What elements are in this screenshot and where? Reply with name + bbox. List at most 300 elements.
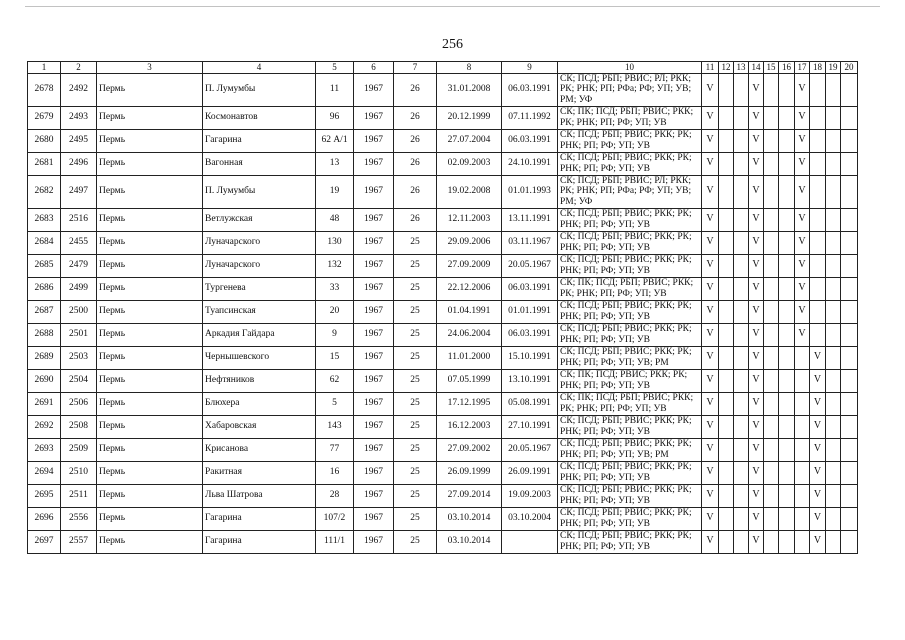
mark-col-20 [841, 392, 858, 415]
mark-col-14: V [749, 530, 764, 553]
mark-col-15 [764, 300, 779, 323]
city: Пермь [97, 484, 203, 507]
mark-col-20 [841, 277, 858, 300]
mark-col-18 [810, 323, 826, 346]
house-number: 33 [316, 277, 354, 300]
mark-col-18 [810, 175, 826, 208]
date-2: 13.10.1991 [502, 369, 558, 392]
mark-col-14: V [749, 277, 764, 300]
mark-col-15 [764, 208, 779, 231]
date-2: 07.11.1992 [502, 106, 558, 129]
mark-col-20 [841, 461, 858, 484]
mark-col-19 [826, 208, 841, 231]
house-number: 5 [316, 392, 354, 415]
mark-col-13 [734, 73, 749, 106]
mark-col-12 [719, 438, 734, 461]
mark-col-20 [841, 346, 858, 369]
house-number: 111/1 [316, 530, 354, 553]
year: 1967 [354, 175, 394, 208]
table-row [28, 300, 858, 323]
date-2: 19.09.2003 [502, 484, 558, 507]
code: 25 [394, 530, 437, 553]
table-row [28, 152, 858, 175]
street: Чернышевского [203, 346, 316, 369]
mark-col-16 [779, 106, 795, 129]
column-header-11: 11 [702, 62, 719, 74]
mark-col-17 [795, 346, 810, 369]
date-2: 03.11.1967 [502, 231, 558, 254]
mark-col-20 [841, 254, 858, 277]
object-id: 2495 [61, 129, 97, 152]
mark-col-18: V [810, 415, 826, 438]
mark-col-20 [841, 530, 858, 553]
mark-col-20 [841, 175, 858, 208]
city: Пермь [97, 175, 203, 208]
code: 26 [394, 106, 437, 129]
date-1: 03.10.2014 [437, 507, 502, 530]
column-header-20: 20 [841, 62, 858, 74]
year: 1967 [354, 392, 394, 415]
document-list: СК; ПК; ПСД; РБП; РВИС; РКК; РК; РНК; РП; РФ; УП; УВ [558, 392, 702, 415]
object-id: 2510 [61, 461, 97, 484]
mark-col-16 [779, 152, 795, 175]
mark-col-11: V [702, 175, 719, 208]
table-row [28, 438, 858, 461]
date-1: 12.11.2003 [437, 208, 502, 231]
mark-col-12 [719, 277, 734, 300]
object-id: 2516 [61, 208, 97, 231]
mark-col-11: V [702, 438, 719, 461]
mark-col-14: V [749, 300, 764, 323]
mark-col-16 [779, 323, 795, 346]
column-header-8: 8 [437, 62, 502, 74]
mark-col-19 [826, 254, 841, 277]
mark-col-11: V [702, 507, 719, 530]
mark-col-12 [719, 300, 734, 323]
mark-col-15 [764, 369, 779, 392]
mark-col-12 [719, 254, 734, 277]
mark-col-17 [795, 438, 810, 461]
house-number: 132 [316, 254, 354, 277]
object-id: 2492 [61, 73, 97, 106]
row-number: 2689 [28, 346, 61, 369]
mark-col-13 [734, 507, 749, 530]
date-1: 17.12.1995 [437, 392, 502, 415]
mark-col-18 [810, 73, 826, 106]
table-row [28, 231, 858, 254]
mark-col-20 [841, 369, 858, 392]
house-number: 28 [316, 484, 354, 507]
date-2: 27.10.1991 [502, 415, 558, 438]
table-row [28, 369, 858, 392]
document-list: СК; ПСД; РБП; РВИС; РКК; РК; РНК; РП; РФ; УП; УВ [558, 530, 702, 553]
mark-col-17: V [795, 106, 810, 129]
street: Крисанова [203, 438, 316, 461]
house-number: 16 [316, 461, 354, 484]
mark-col-19 [826, 129, 841, 152]
city: Пермь [97, 346, 203, 369]
mark-col-20 [841, 129, 858, 152]
mark-col-17 [795, 507, 810, 530]
mark-col-14: V [749, 415, 764, 438]
column-header-14: 14 [749, 62, 764, 74]
mark-col-19 [826, 530, 841, 553]
table-row [28, 208, 858, 231]
mark-col-20 [841, 484, 858, 507]
street: Луначарского [203, 254, 316, 277]
object-id: 2501 [61, 323, 97, 346]
mark-col-11: V [702, 484, 719, 507]
mark-col-12 [719, 507, 734, 530]
row-number: 2684 [28, 231, 61, 254]
street: Гагарина [203, 129, 316, 152]
mark-col-13 [734, 369, 749, 392]
row-number: 2692 [28, 415, 61, 438]
mark-col-15 [764, 254, 779, 277]
mark-col-15 [764, 231, 779, 254]
table-row [28, 461, 858, 484]
mark-col-12 [719, 73, 734, 106]
mark-col-11: V [702, 300, 719, 323]
mark-col-18: V [810, 507, 826, 530]
date-2: 15.10.1991 [502, 346, 558, 369]
year: 1967 [354, 129, 394, 152]
code: 26 [394, 208, 437, 231]
mark-col-13 [734, 254, 749, 277]
house-number: 143 [316, 415, 354, 438]
house-number: 77 [316, 438, 354, 461]
mark-col-18 [810, 106, 826, 129]
date-2: 03.10.2004 [502, 507, 558, 530]
mark-col-20 [841, 300, 858, 323]
column-header-4: 4 [203, 62, 316, 74]
house-number: 130 [316, 231, 354, 254]
mark-col-13 [734, 438, 749, 461]
mark-col-11: V [702, 129, 719, 152]
mark-col-11: V [702, 208, 719, 231]
mark-col-18: V [810, 530, 826, 553]
mark-col-12 [719, 484, 734, 507]
mark-col-17: V [795, 73, 810, 106]
mark-col-20 [841, 73, 858, 106]
column-header-19: 19 [826, 62, 841, 74]
mark-col-19 [826, 300, 841, 323]
mark-col-14: V [749, 106, 764, 129]
year: 1967 [354, 461, 394, 484]
date-1: 26.09.1999 [437, 461, 502, 484]
object-id: 2509 [61, 438, 97, 461]
street: Туапсинская [203, 300, 316, 323]
year: 1967 [354, 530, 394, 553]
row-number: 2694 [28, 461, 61, 484]
mark-col-20 [841, 208, 858, 231]
mark-col-18: V [810, 369, 826, 392]
document-list: СК; ПСД; РБП; РВИС; РЛ; РКК; РК; РНК; РП; РФа; РФ; УП; УВ; РМ; УФ [558, 73, 702, 106]
date-2: 06.03.1991 [502, 277, 558, 300]
mark-col-16 [779, 507, 795, 530]
code: 25 [394, 231, 437, 254]
mark-col-13 [734, 323, 749, 346]
mark-col-14: V [749, 346, 764, 369]
mark-col-15 [764, 392, 779, 415]
column-header-10: 10 [558, 62, 702, 74]
document-list: СК; ПСД; РБП; РВИС; РКК; РК; РНК; РП; РФ; УП; УВ [558, 300, 702, 323]
date-2: 06.03.1991 [502, 73, 558, 106]
document-list: СК; ПСД; РБП; РВИС; РКК; РК; РНК; РП; РФ; УП; УВ; РМ [558, 346, 702, 369]
mark-col-15 [764, 415, 779, 438]
mark-col-12 [719, 208, 734, 231]
object-id: 2508 [61, 415, 97, 438]
mark-col-15 [764, 438, 779, 461]
city: Пермь [97, 73, 203, 106]
mark-col-18 [810, 208, 826, 231]
row-number: 2687 [28, 300, 61, 323]
table-row [28, 277, 858, 300]
street: Блюхера [203, 392, 316, 415]
mark-col-19 [826, 346, 841, 369]
column-header-5: 5 [316, 62, 354, 74]
date-2: 26.09.1991 [502, 461, 558, 484]
house-number: 9 [316, 323, 354, 346]
mark-col-20 [841, 415, 858, 438]
mark-col-17 [795, 484, 810, 507]
document-list: СК; ПСД; РБП; РВИС; РКК; РК; РНК; РП; РФ; УП; УВ [558, 323, 702, 346]
city: Пермь [97, 254, 203, 277]
mark-col-18: V [810, 461, 826, 484]
mark-col-19 [826, 152, 841, 175]
date-2: 13.11.1991 [502, 208, 558, 231]
year: 1967 [354, 106, 394, 129]
mark-col-18: V [810, 438, 826, 461]
street: Космонавтов [203, 106, 316, 129]
object-id: 2503 [61, 346, 97, 369]
street: Нефтяников [203, 369, 316, 392]
mark-col-19 [826, 73, 841, 106]
mark-col-19 [826, 277, 841, 300]
document-list: СК; ПСД; РБП; РВИС; РКК; РК; РНК; РП; РФ; УП; УВ [558, 461, 702, 484]
mark-col-15 [764, 129, 779, 152]
mark-col-16 [779, 392, 795, 415]
column-header-15: 15 [764, 62, 779, 74]
mark-col-18: V [810, 346, 826, 369]
mark-col-16 [779, 300, 795, 323]
mark-col-13 [734, 231, 749, 254]
date-2: 20.05.1967 [502, 254, 558, 277]
date-1: 01.04.1991 [437, 300, 502, 323]
document-list: СК; ПСД; РБП; РВИС; РКК; РК; РНК; РП; РФ; УП; УВ [558, 231, 702, 254]
mark-col-20 [841, 152, 858, 175]
mark-col-18 [810, 277, 826, 300]
city: Пермь [97, 106, 203, 129]
mark-col-14: V [749, 507, 764, 530]
street: П. Лумумбы [203, 175, 316, 208]
mark-col-16 [779, 530, 795, 553]
mark-col-13 [734, 300, 749, 323]
city: Пермь [97, 438, 203, 461]
year: 1967 [354, 152, 394, 175]
year: 1967 [354, 346, 394, 369]
street: Аркадия Гайдара [203, 323, 316, 346]
document-list: СК; ПСД; РБП; РВИС; РКК; РК; РНК; РП; РФ; УП; УВ [558, 507, 702, 530]
object-id: 2556 [61, 507, 97, 530]
street: Тургенева [203, 277, 316, 300]
row-number: 2691 [28, 392, 61, 415]
table-row [28, 106, 858, 129]
mark-col-19 [826, 175, 841, 208]
code: 25 [394, 484, 437, 507]
street: Хабаровская [203, 415, 316, 438]
mark-col-13 [734, 106, 749, 129]
house-number: 19 [316, 175, 354, 208]
date-1: 31.01.2008 [437, 73, 502, 106]
mark-col-14: V [749, 129, 764, 152]
table-body [28, 73, 858, 553]
year: 1967 [354, 484, 394, 507]
column-header-2: 2 [61, 62, 97, 74]
code: 25 [394, 277, 437, 300]
column-header-12: 12 [719, 62, 734, 74]
mark-col-16 [779, 208, 795, 231]
date-2: 01.01.1993 [502, 175, 558, 208]
mark-col-11: V [702, 530, 719, 553]
code: 25 [394, 323, 437, 346]
mark-col-13 [734, 175, 749, 208]
row-number: 2685 [28, 254, 61, 277]
date-1: 02.09.2003 [437, 152, 502, 175]
date-1: 16.12.2003 [437, 415, 502, 438]
city: Пермь [97, 323, 203, 346]
date-1: 29.09.2006 [437, 231, 502, 254]
mark-col-16 [779, 175, 795, 208]
mark-col-15 [764, 106, 779, 129]
city: Пермь [97, 152, 203, 175]
mark-col-19 [826, 484, 841, 507]
mark-col-17 [795, 530, 810, 553]
date-2: 06.03.1991 [502, 323, 558, 346]
street: Вагонная [203, 152, 316, 175]
mark-col-17: V [795, 231, 810, 254]
date-2: 20.05.1967 [502, 438, 558, 461]
object-id: 2511 [61, 484, 97, 507]
year: 1967 [354, 507, 394, 530]
row-number: 2683 [28, 208, 61, 231]
object-id: 2455 [61, 231, 97, 254]
column-header-7: 7 [394, 62, 437, 74]
mark-col-11: V [702, 346, 719, 369]
object-id: 2493 [61, 106, 97, 129]
house-number: 96 [316, 106, 354, 129]
city: Пермь [97, 461, 203, 484]
mark-col-16 [779, 73, 795, 106]
mark-col-12 [719, 369, 734, 392]
object-id: 2504 [61, 369, 97, 392]
mark-col-14: V [749, 208, 764, 231]
city: Пермь [97, 369, 203, 392]
city: Пермь [97, 392, 203, 415]
mark-col-13 [734, 152, 749, 175]
code: 25 [394, 392, 437, 415]
mark-col-12 [719, 106, 734, 129]
mark-col-19 [826, 392, 841, 415]
street: Луначарского [203, 231, 316, 254]
row-number: 2697 [28, 530, 61, 553]
table-row [28, 530, 858, 553]
code: 26 [394, 175, 437, 208]
mark-col-19 [826, 106, 841, 129]
mark-col-12 [719, 461, 734, 484]
mark-col-14: V [749, 323, 764, 346]
mark-col-12 [719, 129, 734, 152]
house-number: 48 [316, 208, 354, 231]
mark-col-12 [719, 392, 734, 415]
code: 25 [394, 438, 437, 461]
page-number: 256 [442, 37, 463, 52]
street: Гагарина [203, 507, 316, 530]
street: П. Лумумбы [203, 73, 316, 106]
mark-col-14: V [749, 73, 764, 106]
mark-col-20 [841, 438, 858, 461]
mark-col-16 [779, 369, 795, 392]
date-2: 24.10.1991 [502, 152, 558, 175]
mark-col-17: V [795, 129, 810, 152]
mark-col-16 [779, 438, 795, 461]
mark-col-18 [810, 231, 826, 254]
mark-col-18 [810, 129, 826, 152]
year: 1967 [354, 73, 394, 106]
mark-col-18 [810, 254, 826, 277]
mark-col-11: V [702, 415, 719, 438]
mark-col-14: V [749, 231, 764, 254]
mark-col-14: V [749, 175, 764, 208]
mark-col-15 [764, 73, 779, 106]
table-row [28, 346, 858, 369]
street: Ракитная [203, 461, 316, 484]
row-number: 2686 [28, 277, 61, 300]
mark-col-14: V [749, 438, 764, 461]
street: Ветлужская [203, 208, 316, 231]
table-row [28, 73, 858, 106]
year: 1967 [354, 277, 394, 300]
mark-col-14: V [749, 152, 764, 175]
mark-col-15 [764, 461, 779, 484]
table-row [28, 507, 858, 530]
mark-col-17: V [795, 175, 810, 208]
street: Гагарина [203, 530, 316, 553]
table-row [28, 415, 858, 438]
mark-col-11: V [702, 461, 719, 484]
mark-col-15 [764, 323, 779, 346]
table-row [28, 129, 858, 152]
code: 25 [394, 254, 437, 277]
mark-col-18 [810, 152, 826, 175]
mark-col-14: V [749, 254, 764, 277]
date-1: 07.05.1999 [437, 369, 502, 392]
mark-col-17: V [795, 152, 810, 175]
mark-col-13 [734, 530, 749, 553]
mark-col-17 [795, 392, 810, 415]
city: Пермь [97, 530, 203, 553]
code: 25 [394, 369, 437, 392]
mark-col-13 [734, 277, 749, 300]
mark-col-16 [779, 129, 795, 152]
date-1: 27.09.2009 [437, 254, 502, 277]
mark-col-19 [826, 323, 841, 346]
date-1: 11.01.2000 [437, 346, 502, 369]
mark-col-17 [795, 415, 810, 438]
house-number: 62 [316, 369, 354, 392]
mark-col-11: V [702, 231, 719, 254]
row-number: 2690 [28, 369, 61, 392]
